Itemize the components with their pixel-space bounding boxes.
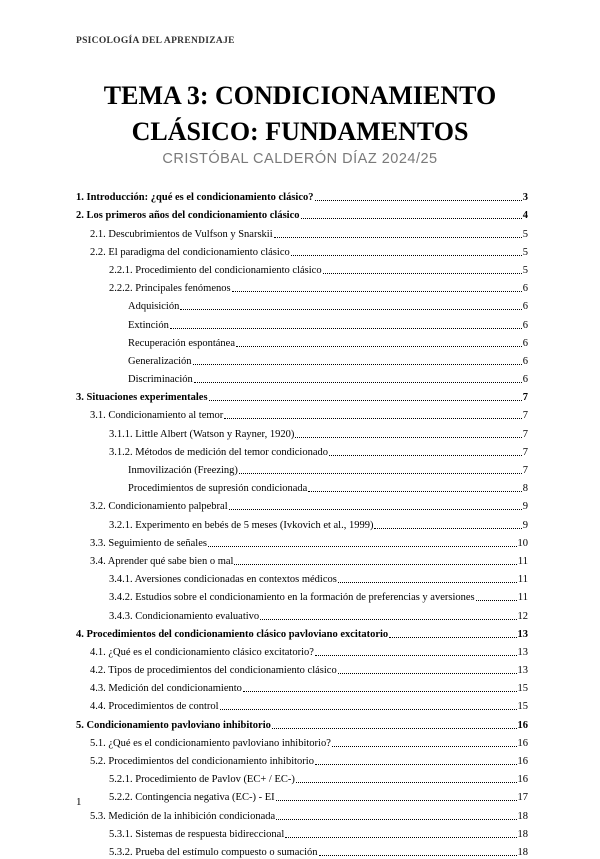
toc-entry[interactable] bbox=[76, 550, 528, 568]
toc-entry[interactable] bbox=[76, 477, 528, 495]
toc-entry[interactable] bbox=[76, 641, 528, 659]
toc-entry-page: 18 bbox=[517, 828, 528, 840]
toc-entry[interactable] bbox=[76, 404, 528, 422]
toc-entry-page: 11 bbox=[517, 574, 528, 586]
toc-entry-title: Inmovilización (Freezing) bbox=[128, 465, 238, 476]
toc-entry-title: 2. Los primeros años del condicionamiento clásico bbox=[76, 210, 300, 222]
toc-entry[interactable] bbox=[76, 386, 528, 404]
toc-entry[interactable] bbox=[76, 441, 528, 459]
toc-entry-page: 10 bbox=[517, 537, 528, 549]
toc-entry-title: 3.1.2. Métodos de medición del temor condicionado bbox=[109, 446, 328, 458]
toc-dot-leader bbox=[220, 708, 517, 710]
toc-entry[interactable] bbox=[76, 222, 528, 240]
toc-entry-title: 5.3.1. Sistemas de respuesta bidireccional bbox=[109, 828, 285, 840]
toc-entry[interactable] bbox=[76, 604, 528, 622]
toc-entry[interactable] bbox=[76, 695, 528, 713]
toc-dot-leader bbox=[389, 636, 516, 638]
toc-entry[interactable] bbox=[76, 841, 528, 859]
toc-entry-title: 3.4.1. Aversiones condicionadas en contextos médicos bbox=[109, 574, 337, 586]
toc-entry-page: 16 bbox=[517, 774, 528, 786]
toc-dot-leader bbox=[234, 563, 516, 565]
toc-entry[interactable] bbox=[76, 422, 528, 440]
toc-entry-title: 5. Condicionamiento pavloviano inhibitorio bbox=[76, 719, 271, 731]
toc-entry[interactable] bbox=[76, 350, 528, 368]
toc-entry[interactable] bbox=[76, 713, 528, 731]
toc-entry-title: 3.2. Condicionamiento palpebral bbox=[90, 501, 228, 513]
toc-entry-page: 13 bbox=[517, 665, 528, 677]
toc-entry[interactable] bbox=[76, 786, 528, 804]
toc-entry-title: 4. Procedimientos del condicionamiento clásico pavloviano excitatorio bbox=[76, 628, 389, 640]
toc-entry-page: 18 bbox=[517, 846, 528, 858]
toc-dot-leader bbox=[315, 763, 517, 765]
toc-entry-page: 6 bbox=[522, 355, 528, 367]
toc-entry-page: 9 bbox=[522, 519, 528, 531]
toc-entry-title: 5.3. Medición de la inhibición condicionada bbox=[90, 810, 276, 822]
running-header: PSICOLOGÍA DEL APRENDIZAJE bbox=[76, 36, 235, 46]
toc-entry-page: 12 bbox=[517, 610, 528, 622]
toc-entry-page: 15 bbox=[517, 701, 528, 713]
toc-dot-leader bbox=[301, 217, 522, 219]
toc-entry[interactable] bbox=[76, 513, 528, 531]
toc-dot-leader bbox=[285, 836, 516, 838]
toc-entry-title: 5.3.2. Prueba del estímulo compuesto o sumación bbox=[109, 846, 318, 858]
toc-entry-title: 2.2.1. Procedimiento del condicionamiento clásico bbox=[109, 264, 322, 276]
toc-entry-page: 7 bbox=[522, 428, 528, 440]
toc-dot-leader bbox=[476, 599, 517, 601]
toc-dot-leader bbox=[276, 799, 517, 801]
toc-entry-page: 6 bbox=[522, 374, 528, 386]
toc-entry[interactable] bbox=[76, 277, 528, 295]
toc-entry-page: 5 bbox=[522, 246, 528, 258]
toc-entry-title: 3.1. Condicionamiento al temor bbox=[90, 410, 224, 422]
toc-dot-leader bbox=[272, 727, 517, 729]
toc-entry-title: 2.1. Descubrimientos de Vulfson y Snarskii bbox=[90, 228, 273, 240]
toc-entry-page: 3 bbox=[522, 192, 528, 204]
toc-entry[interactable] bbox=[76, 259, 528, 277]
toc-entry-title: 3.3. Seguimiento de señales bbox=[90, 537, 207, 549]
toc-entry[interactable] bbox=[76, 186, 528, 204]
toc-entry[interactable] bbox=[76, 459, 528, 477]
toc-dot-leader bbox=[291, 254, 522, 256]
toc-entry-title: 3.4.2. Estudios sobre el condicionamiento en la formación de preferencias y aversiones bbox=[109, 592, 475, 604]
toc-entry-title: Recuperación espontánea bbox=[128, 337, 235, 349]
toc-entry[interactable] bbox=[76, 677, 528, 695]
toc-entry-page: 7 bbox=[522, 465, 528, 476]
toc-entry-page: 9 bbox=[522, 501, 528, 513]
toc-entry[interactable] bbox=[76, 768, 528, 786]
toc-entry-title: Procedimientos de supresión condicionada bbox=[128, 483, 308, 495]
toc-dot-leader bbox=[315, 199, 522, 201]
toc-entry[interactable] bbox=[76, 532, 528, 550]
toc-dot-leader bbox=[209, 399, 522, 401]
toc-entry-page: 6 bbox=[522, 319, 528, 331]
toc-entry-title: 5.2. Procedimientos del condicionamiento inhibitorio bbox=[90, 756, 314, 767]
toc-dot-leader bbox=[208, 545, 517, 547]
toc-dot-leader bbox=[229, 508, 522, 510]
toc-entry-title: 5.1. ¿Qué es el condicionamiento pavloviano inhibitorio? bbox=[90, 737, 331, 749]
toc-entry-page: 7 bbox=[522, 410, 528, 422]
toc-entry-page: 5 bbox=[522, 264, 528, 276]
toc-entry-title: 5.2.1. Procedimiento de Pavlov (EC+ / EC-) bbox=[109, 774, 295, 786]
toc-dot-leader bbox=[232, 290, 522, 292]
toc-dot-leader bbox=[194, 381, 522, 383]
toc-entry-page: 6 bbox=[522, 283, 528, 295]
toc-dot-leader bbox=[295, 436, 521, 438]
toc-entry-title: 3.4.3. Condicionamiento evaluativo bbox=[109, 610, 260, 622]
toc-entry-page: 17 bbox=[517, 792, 528, 804]
toc-entry-title: 4.3. Medición del condicionamiento bbox=[90, 683, 242, 695]
toc-entry-page: 8 bbox=[522, 483, 528, 495]
toc-entry-page: 16 bbox=[517, 719, 528, 731]
toc-entry-page: 16 bbox=[517, 737, 528, 749]
toc-dot-leader bbox=[338, 672, 517, 674]
toc-dot-leader bbox=[274, 236, 522, 238]
toc-entry[interactable] bbox=[76, 623, 528, 641]
toc-entry-page: 11 bbox=[517, 592, 528, 604]
toc-dot-leader bbox=[338, 581, 517, 583]
toc-dot-leader bbox=[193, 363, 522, 365]
toc-entry[interactable] bbox=[76, 568, 528, 586]
toc-entry-page: 16 bbox=[517, 756, 528, 767]
toc-entry-title: Discriminación bbox=[128, 374, 193, 386]
toc-dot-leader bbox=[329, 454, 522, 456]
toc-entry-title: 3.2.1. Experimento en bebés de 5 meses (Ivkovich et al., 1999) bbox=[109, 519, 374, 531]
toc-entry[interactable] bbox=[76, 313, 528, 331]
toc-entry-page: 15 bbox=[517, 683, 528, 695]
toc-dot-leader bbox=[374, 527, 521, 529]
toc-dot-leader bbox=[319, 854, 517, 856]
toc-entry-page: 6 bbox=[522, 301, 528, 313]
toc-entry-page: 13 bbox=[517, 646, 528, 658]
toc-entry[interactable] bbox=[76, 659, 528, 677]
toc-dot-leader bbox=[170, 327, 522, 329]
toc-entry[interactable] bbox=[76, 823, 528, 841]
toc-entry-title: Generalización bbox=[128, 355, 192, 367]
title-line-2: CLÁSICO: FUNDAMENTOS bbox=[131, 117, 469, 146]
toc-entry[interactable] bbox=[76, 750, 528, 768]
toc-entry-title: 2.2. El paradigma del condicionamiento clásico bbox=[90, 246, 290, 258]
toc-entry-page: 5 bbox=[522, 228, 528, 240]
toc-entry-title: 2.2.2. Principales fenómenos bbox=[109, 283, 231, 295]
toc-entry-title: Adquisición bbox=[128, 301, 180, 313]
toc-dot-leader bbox=[308, 490, 521, 492]
toc-entry-page: 18 bbox=[517, 810, 528, 822]
toc-dot-leader bbox=[243, 690, 517, 692]
toc-dot-leader bbox=[315, 654, 517, 656]
toc-dot-leader bbox=[224, 417, 521, 419]
document-title bbox=[0, 78, 600, 150]
toc-entry-title: 4.2. Tipos de procedimientos del condicionamiento clásico bbox=[90, 665, 337, 677]
toc-entry-page: 4 bbox=[522, 210, 528, 222]
toc-entry-title: 3.1.1. Little Albert (Watson y Rayner, 1920) bbox=[109, 428, 295, 440]
toc-dot-leader bbox=[276, 818, 516, 820]
toc-dot-leader bbox=[236, 345, 522, 347]
table-of-contents bbox=[76, 186, 528, 859]
toc-entry-title: 4.1. ¿Qué es el condicionamiento clásico excitatorio? bbox=[90, 646, 314, 658]
toc-entry-title: Extinción bbox=[128, 319, 169, 331]
toc-entry-title: 5.2.2. Contingencia negativa (EC-) - EI bbox=[109, 792, 275, 804]
toc-entry-title: 4.4. Procedimientos de control bbox=[90, 701, 219, 713]
toc-entry[interactable] bbox=[76, 241, 528, 259]
toc-dot-leader bbox=[239, 472, 522, 474]
toc-entry[interactable] bbox=[76, 295, 528, 313]
toc-entry[interactable] bbox=[76, 204, 528, 222]
title-line-1: TEMA 3: CONDICIONAMIENTO bbox=[103, 81, 497, 110]
toc-entry-page: 11 bbox=[517, 555, 528, 567]
toc-entry-title: 3.4. Aprender qué sabe bien o mal bbox=[90, 555, 234, 567]
toc-entry-title: 1. Introducción: ¿qué es el condicionamiento clásico? bbox=[76, 192, 314, 204]
toc-dot-leader bbox=[296, 781, 517, 783]
toc-entry-title: 3. Situaciones experimentales bbox=[76, 392, 208, 404]
toc-entry[interactable] bbox=[76, 332, 528, 350]
author-line: CRISTÓBAL CALDERÓN DÍAZ 2024/25 bbox=[162, 151, 438, 167]
toc-entry-page: 7 bbox=[522, 392, 528, 404]
toc-entry-page: 6 bbox=[522, 337, 528, 349]
toc-entry[interactable] bbox=[76, 732, 528, 750]
toc-entry-page: 7 bbox=[522, 446, 528, 458]
toc-dot-leader bbox=[180, 308, 521, 310]
toc-entry[interactable] bbox=[76, 804, 528, 822]
toc-dot-leader bbox=[260, 618, 516, 620]
toc-dot-leader bbox=[323, 272, 522, 274]
toc-entry-page: 13 bbox=[517, 628, 528, 640]
toc-entry[interactable] bbox=[76, 368, 528, 386]
page-number: 1 bbox=[76, 796, 82, 808]
toc-entry[interactable] bbox=[76, 586, 528, 604]
toc-entry[interactable] bbox=[76, 495, 528, 513]
toc-dot-leader bbox=[332, 745, 517, 747]
